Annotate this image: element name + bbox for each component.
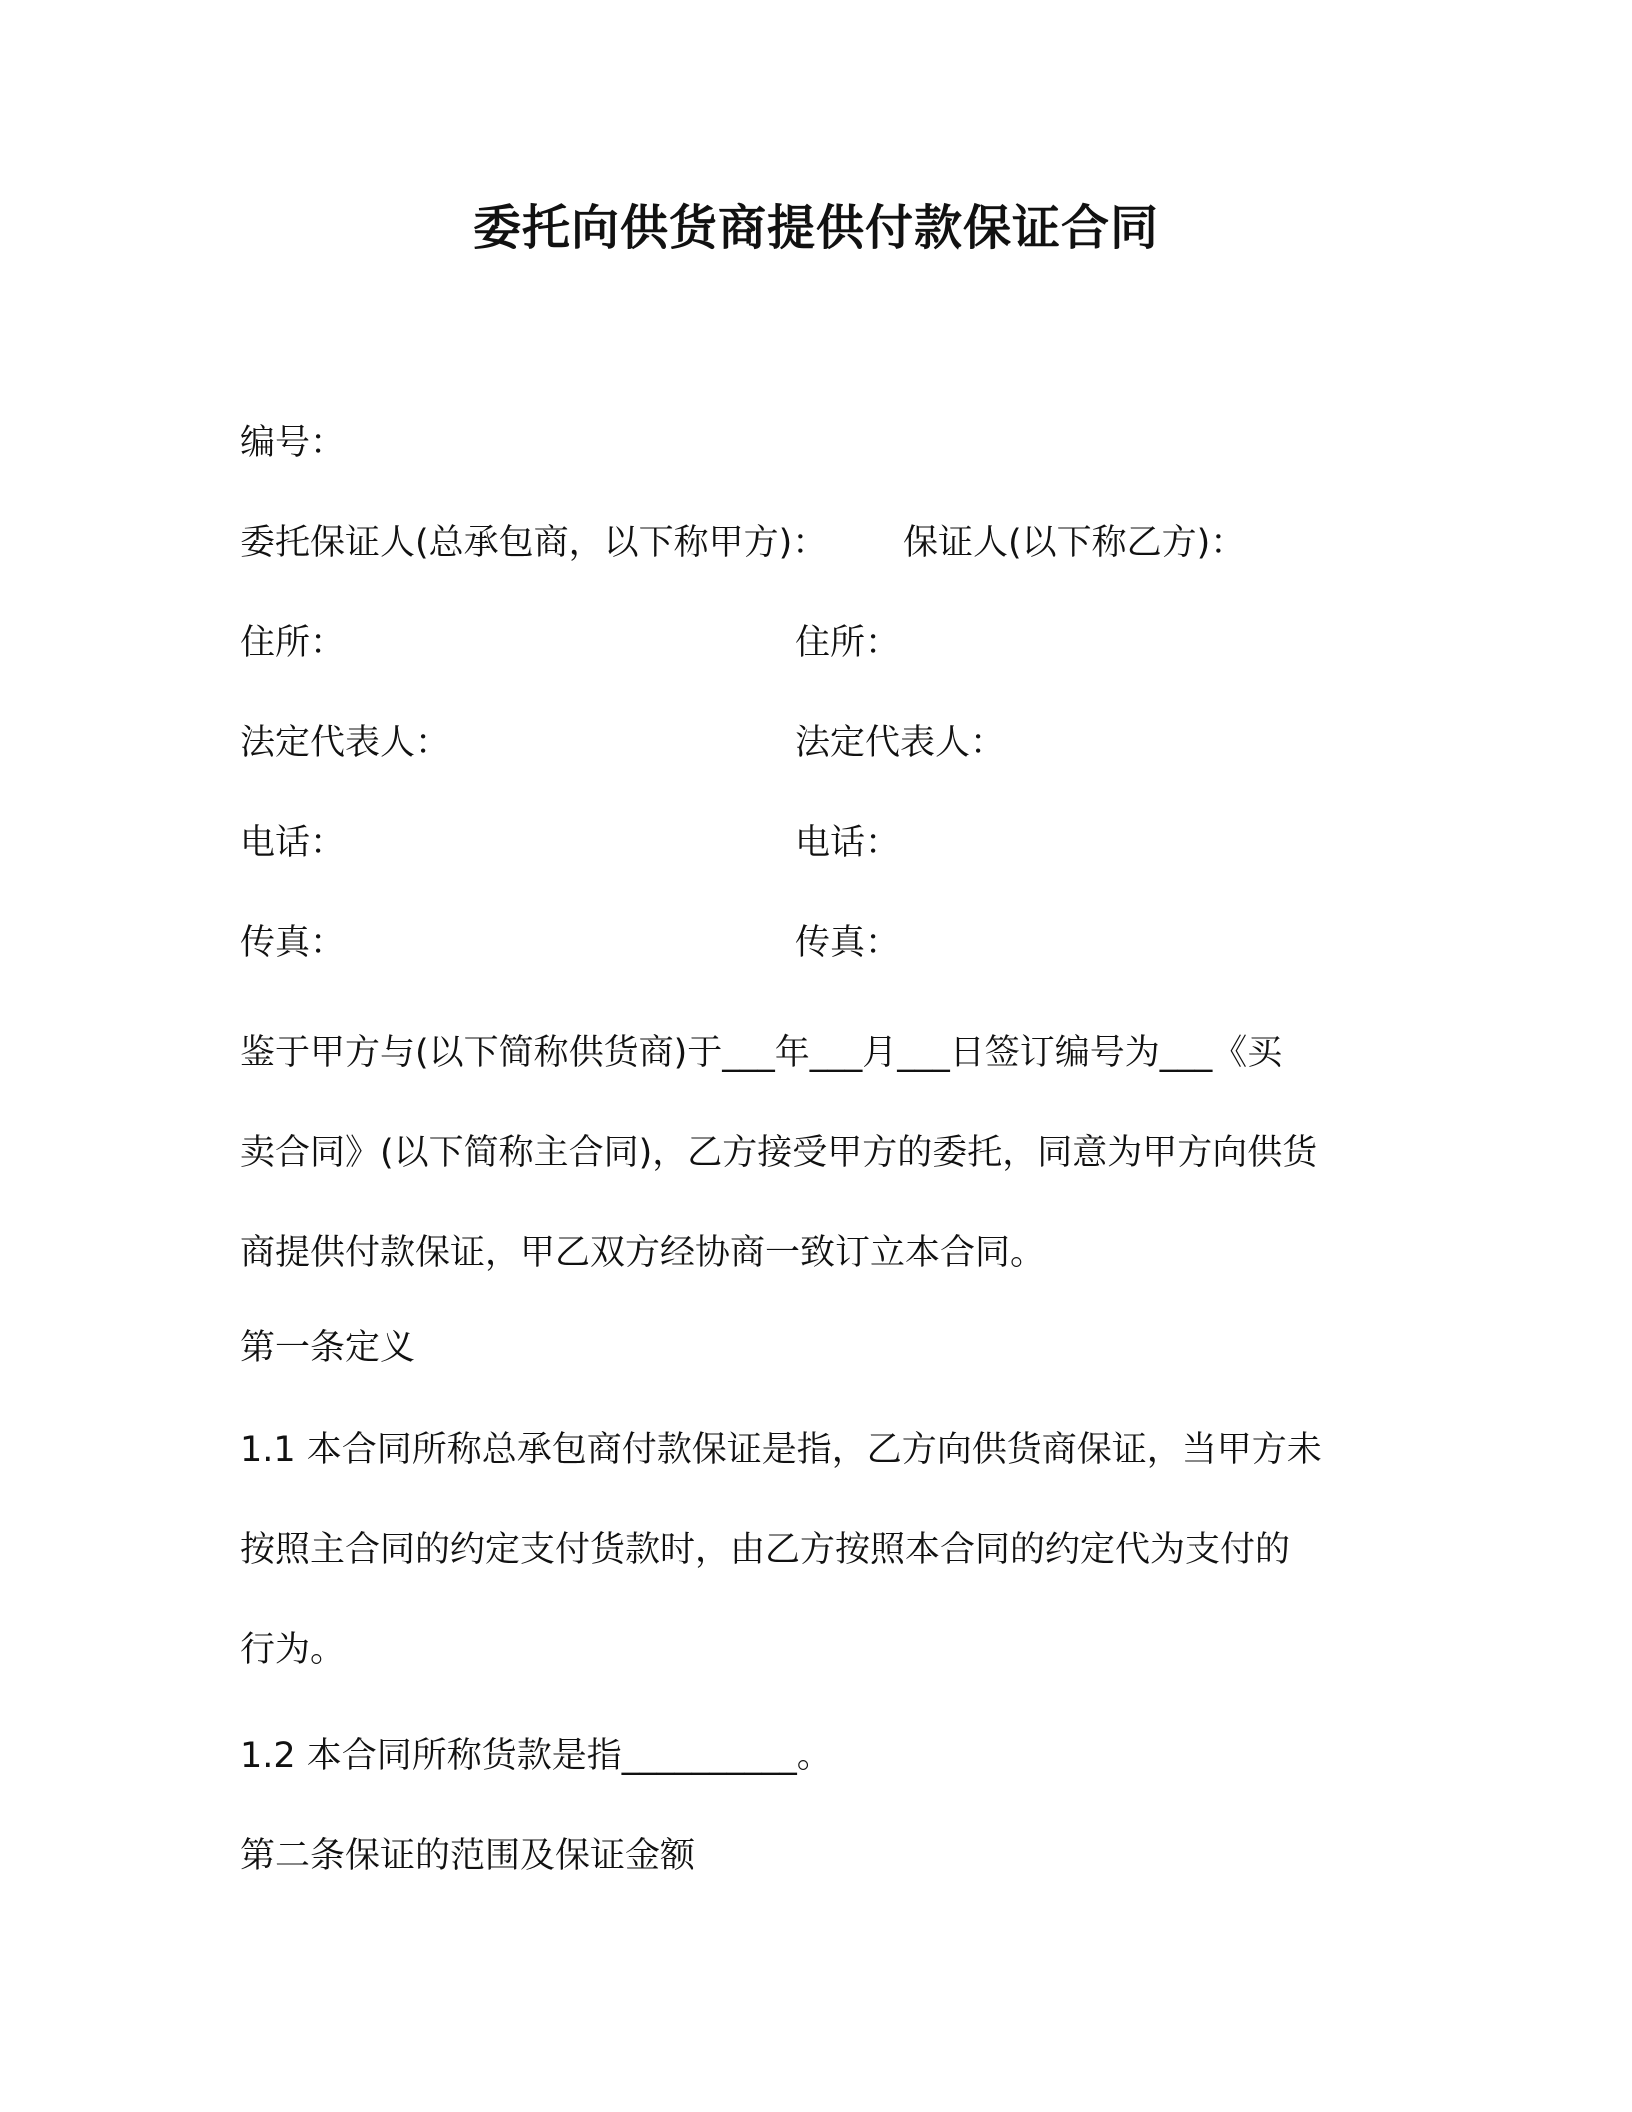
party-b-header: 保证人(以下称乙方)：	[903, 523, 1246, 563]
party-a-address-label: 住所：	[240, 623, 346, 663]
clause-1-1-line-1: 1.1 本合同所称总承包商付款保证是指，乙方向供货商保证，当甲方未	[240, 1430, 1322, 1470]
party-a-fax-label: 传真：	[240, 923, 346, 963]
preamble-line-2: 卖合同》(以下简称主合同)，乙方接受甲方的委托，同意为甲方向供货	[240, 1133, 1318, 1173]
document-title: 委托向供货商提供付款保证合同	[472, 200, 1159, 256]
clause-1-1-line-2: 按照主合同的约定支付货款时，由乙方按照本合同的约定代为支付的	[240, 1530, 1291, 1570]
article-1-heading: 第一条定义	[240, 1328, 416, 1368]
party-b-address-label: 住所：	[795, 623, 901, 663]
preamble-line-3: 商提供付款保证，甲乙双方经协商一致订立本合同。	[240, 1233, 1046, 1273]
party-a-header: 委托保证人(总承包商，以下称甲方)：	[240, 523, 828, 563]
article-2-heading: 第二条保证的范围及保证金额	[240, 1836, 696, 1876]
party-b-representative-label: 法定代表人：	[795, 723, 1006, 763]
party-b-fax-label: 传真：	[795, 923, 901, 963]
clause-1-1-line-3: 行为。	[240, 1630, 346, 1670]
party-a-representative-label: 法定代表人：	[240, 723, 451, 763]
party-b-phone-label: 电话：	[795, 823, 901, 863]
contract-number-label: 编号：	[240, 423, 346, 463]
preamble-line-1: 鉴于甲方与(以下简称供货商)于___年___月___日签订编号为___《买	[240, 1033, 1283, 1073]
clause-1-2: 1.2 本合同所称货款是指__________。	[240, 1736, 832, 1776]
party-a-phone-label: 电话：	[240, 823, 346, 863]
